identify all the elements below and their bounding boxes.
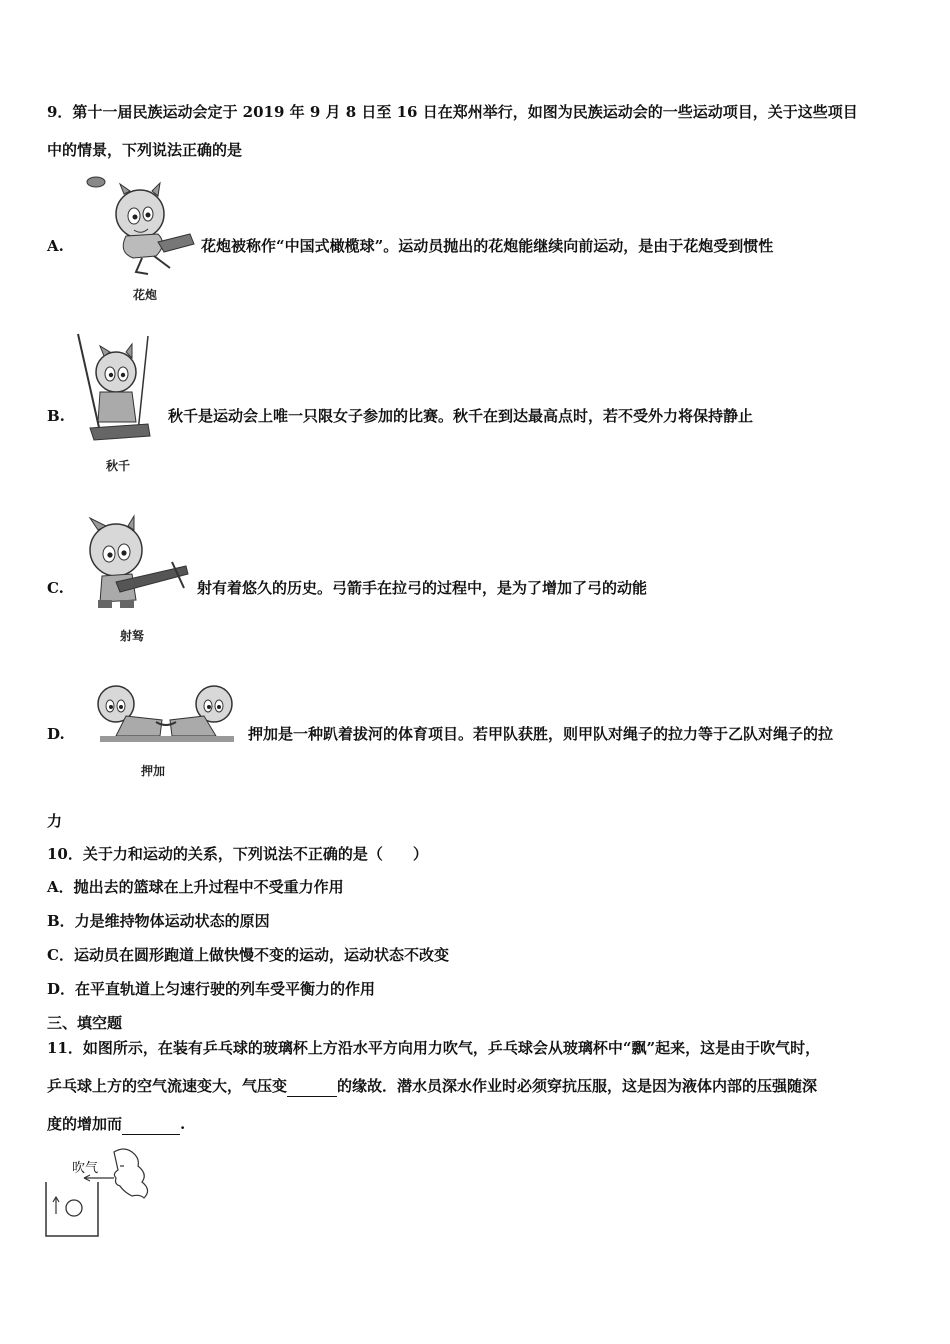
q10-option-c: C．运动员在圆形跑道上做快慢不变的运动，运动状态不改变: [47, 946, 449, 964]
q10-option-a: A．抛出去的篮球在上升过程中不受重力作用: [47, 878, 344, 896]
q9-option-d-continuation: 力: [47, 812, 63, 830]
yajia-figure: [96, 680, 238, 750]
q11-line3-part1: 度的增加而: [47, 1115, 123, 1133]
huapao-figure: [78, 172, 206, 282]
q11-line2-part2: 的缘故．潜水员深水作业时必须穿抗压服，这是因为液体内部的压强随深: [337, 1077, 818, 1095]
q9-stem-line2: 中的情景，下列说法正确的是: [47, 141, 243, 159]
q9-option-d-caption: 押加: [141, 764, 166, 778]
q10-option-d: D．在平直轨道上匀速行驶的列车受平衡力的作用: [47, 980, 376, 998]
q9-option-b-letter: B.: [47, 407, 65, 425]
q9-option-c-text: 射有着悠久的历史。弓箭手在拉弓的过程中，是为了增加了弓的动能: [197, 579, 648, 597]
shenu-figure: [76, 512, 192, 616]
q11-blank-2[interactable]: [122, 1114, 180, 1135]
q11-line2-part1: 乒乓球上方的空气流速变大，气压变: [47, 1077, 288, 1095]
q11-figure-label: 吹气: [72, 1161, 99, 1176]
q9-option-b-caption: 秋千: [106, 459, 131, 473]
q9-option-d-letter: D.: [47, 725, 65, 743]
q10-option-b: B．力是维持物体运动状态的原因: [47, 912, 270, 930]
q11-line3: [47, 1114, 185, 1135]
q9-option-c-letter: C.: [47, 579, 64, 597]
q11-blank-1[interactable]: [287, 1076, 337, 1097]
blowing-cup-figure: [40, 1146, 160, 1242]
q11-line3-part2: .: [180, 1115, 186, 1133]
q11-line2: [47, 1076, 817, 1097]
q9-option-c-caption: 射驽: [120, 629, 145, 643]
section-title: 三、填空题: [47, 1014, 123, 1032]
q11-line1: 11．如图所示，在装有乒乓球的玻璃杯上方沿水平方向用力吹气，乒乓球会从玻璃杯中“飘”起来，这是由于吹气时，: [47, 1039, 821, 1057]
q9-option-d-text: 押加是一种趴着拔河的体育项目。若甲队获胜，则甲队对绳子的拉力等于乙队对绳子的拉: [248, 725, 834, 743]
q9-option-b-text: 秋千是运动会上唯一只限女子参加的比赛。秋千在到达最高点时，若不受外力将保持静止: [168, 407, 754, 425]
q9-stem-line1: 9．第十一届民族运动会定于 2019 年 9 月 8 日至 16 日在郑州举行，如图为民族运动会的一些运动项目，关于这些项目: [47, 103, 858, 121]
q9-option-a-letter: A.: [47, 237, 64, 255]
q9-option-a-text: 花炮被称作“中国式橄榄球”。运动员抛出的花炮能继续向前运动，是由于花炮受到惯性: [201, 237, 774, 255]
qiuqian-figure: [70, 332, 162, 456]
q9-option-a-caption: 花炮: [133, 288, 158, 302]
q10-stem: 10．关于力和运动的关系，下列说法不正确的是（ ）: [47, 845, 428, 863]
